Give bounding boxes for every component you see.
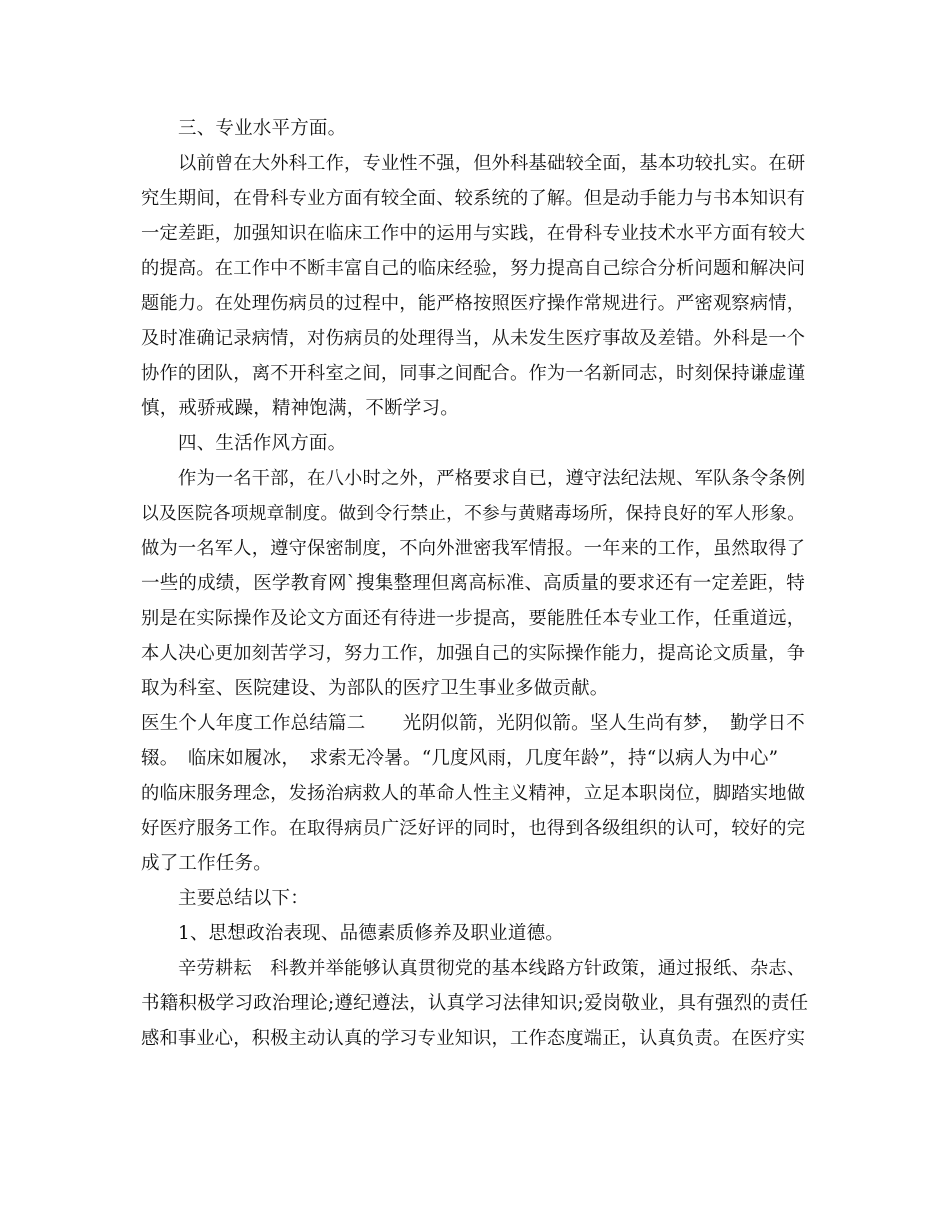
- section-heading: 1、思想政治表现、品德素质修养及职业道德。: [178, 923, 564, 944]
- article-title-line: 医生个人年度工作总结篇二 光阴似箭，光阴似箭。坚人生尚有梦， 勤学日不: [141, 713, 805, 734]
- paragraph-line: 及时准确记录病情，对伤病员的处理得当，从未发生医疗事故及差错。外科是一个: [141, 328, 806, 349]
- paragraph-line: 协作的团队，离不开科室之间，同事之间配合。作为一名新同志，时刻保持谦虚谨: [141, 363, 806, 384]
- paragraph-line: 本人决心更加刻苦学习，努力工作，加强自己的实际操作能力，提高论文质量，争: [141, 643, 806, 664]
- paragraph-line: 究生期间，在骨科专业方面有较全面、较系统的了解。但是动手能力与书本知识有: [141, 188, 806, 209]
- paragraph-line: 的临床服务理念，发扬治病救人的革命人性主义精神，立足本职岗位，脚踏实地做: [141, 783, 806, 804]
- paragraph-line: 以前曾在大外科工作，专业性不强，但外科基础较全面，基本功较扎实。在研: [178, 153, 806, 174]
- paragraph-line: 辛劳耕耘 科教并举能够认真贯彻党的基本线路方针政策，通过报纸、杂志、: [178, 958, 806, 979]
- paragraph-line: 辍。 临床如履冰， 求索无冷暑。“几度风雨，几度年龄”，持“以病人为中心”: [141, 748, 779, 769]
- paragraph-line: 主要总结以下：: [178, 888, 309, 909]
- paragraph-line: 书籍积极学习政治理论;遵纪遵法，认真学习法律知识;爱岗敬业，具有强烈的责任: [141, 993, 809, 1014]
- paragraph-line: 作为一名干部，在八小时之外，严格要求自已，遵守法纪法规、军队条令条例: [178, 468, 806, 489]
- paragraph-line: 题能力。在处理伤病员的过程中，能严格按照医疗操作常规进行。严密观察病情，: [141, 293, 806, 314]
- paragraph-line: 慎，戒骄戒躁，精神饱满，不断学习。: [141, 398, 459, 419]
- section-heading: 四、生活作风方面。: [178, 433, 347, 454]
- paragraph-line: 取为科室、医院建设、为部队的医疗卫生事业多做贡献。: [141, 678, 609, 699]
- paragraph-line: 一定差距，加强知识在临床工作中的运用与实践，在骨科专业技术水平方面有较大: [141, 223, 806, 244]
- paragraph-line: 感和事业心，积极主动认真的学习专业知识，工作态度端正，认真负责。在医疗实: [141, 1028, 806, 1049]
- paragraph-line: 做为一名军人，遵守保密制度，不向外泄密我军情报。一年来的工作，虽然取得了: [141, 538, 806, 559]
- paragraph-line: 一些的成绩，医学教育网`搜集整理但离高标准、高质量的要求还有一定差距，特: [141, 573, 805, 594]
- paragraph-line: 的提高。在工作中不断丰富自己的临床经验，努力提高自己综合分析问题和解决问: [141, 258, 806, 279]
- paragraph-line: 以及医院各项规章制度。做到令行禁止，不参与黄赌毒场所，保持良好的军人形象。: [141, 504, 806, 524]
- paragraph-line: 别是在实际操作及论文方面还有待进一步提高，要能胜任本专业工作，任重道远，: [141, 608, 806, 629]
- paragraph-line: 成了工作任务。: [141, 853, 272, 874]
- paragraph-line: 好医疗服务工作。在取得病员广泛好评的同时，也得到各级组织的认可，较好的完: [141, 818, 806, 839]
- section-heading: 三、专业水平方面。: [178, 118, 347, 139]
